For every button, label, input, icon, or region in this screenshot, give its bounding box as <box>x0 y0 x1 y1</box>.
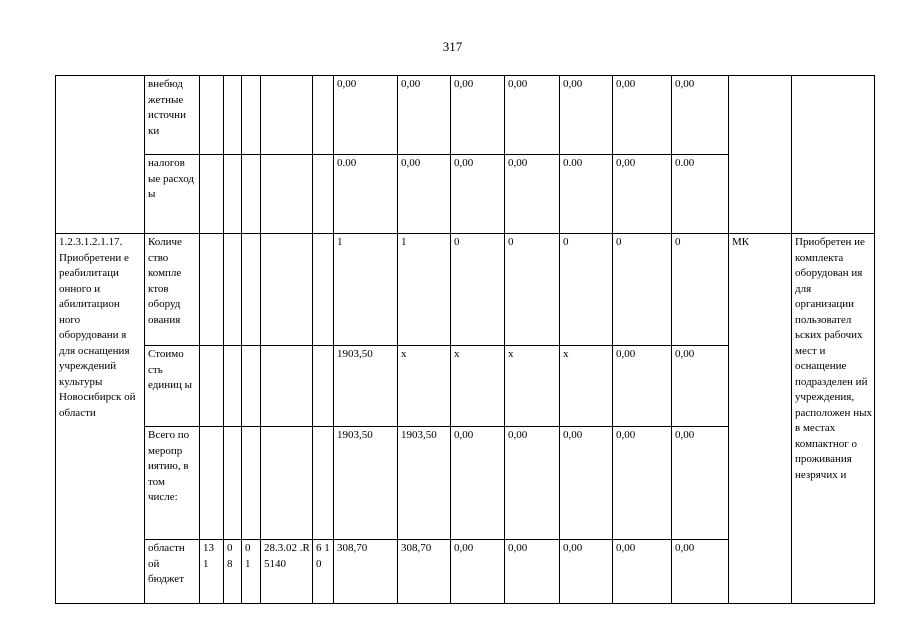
value-cell: 0.00 <box>334 155 398 234</box>
value-cell: 0,00 <box>613 540 672 604</box>
code-vr: 6 1 0 <box>313 540 334 604</box>
code-cell <box>200 346 224 427</box>
value-cell: 0,00 <box>672 540 729 604</box>
value-cell: 0.00 <box>672 155 729 234</box>
executor-cell-prev <box>729 76 792 234</box>
value-cell: 0,00 <box>613 346 672 427</box>
code-cell <box>200 155 224 234</box>
code-cell <box>224 427 242 540</box>
value-cell: 0,00 <box>672 346 729 427</box>
value-cell: 0 <box>613 234 672 346</box>
table-row <box>56 76 875 155</box>
value-cell: 0,00 <box>560 540 613 604</box>
code-cell <box>313 76 334 155</box>
indicator-label: областн ой бюджет <box>145 540 200 604</box>
executor-cell: МК <box>729 234 792 604</box>
indicator-label: Количе ство компле ктов оборуд ования <box>145 234 200 346</box>
code-cell <box>313 155 334 234</box>
code-cell <box>242 234 261 346</box>
table-row <box>56 234 875 346</box>
value-cell: 308,70 <box>334 540 398 604</box>
value-cell: х <box>505 346 560 427</box>
expected-result: Приобретен ие комплекта оборудован ия для организации пользовател ьских рабочих мест и оснащение подразделен ий учреждения, расположен ных в местах компактног о проживания незрячих и <box>792 234 875 604</box>
code-csr: 28.3.02 .R5140 <box>261 540 313 604</box>
code-rz: 0 8 <box>224 540 242 604</box>
value-cell: 0,00 <box>451 427 505 540</box>
value-cell: 308,70 <box>398 540 451 604</box>
value-cell: 0 <box>672 234 729 346</box>
value-cell: 0,00 <box>672 76 729 155</box>
value-cell: 0,00 <box>505 427 560 540</box>
indicator-label: Стоимо сть единиц ы <box>145 346 200 427</box>
code-cell <box>313 346 334 427</box>
value-cell: 0,00 <box>451 540 505 604</box>
code-cell <box>242 346 261 427</box>
code-cell <box>200 76 224 155</box>
code-cell <box>313 427 334 540</box>
value-cell: 0,00 <box>505 76 560 155</box>
result-cell-prev <box>792 76 875 234</box>
code-cell <box>261 155 313 234</box>
code-cell <box>224 346 242 427</box>
value-cell: 0,00 <box>398 155 451 234</box>
code-grbs: 13 1 <box>200 540 224 604</box>
value-cell: 1903,50 <box>398 427 451 540</box>
code-cell <box>242 76 261 155</box>
code-cell <box>242 155 261 234</box>
source-label: внебюд жетные источни ки <box>145 76 200 155</box>
value-cell: х <box>398 346 451 427</box>
code-cell <box>261 346 313 427</box>
value-cell: 0,00 <box>451 76 505 155</box>
source-label: налогов ые расход ы <box>145 155 200 234</box>
value-cell: 0 <box>560 234 613 346</box>
code-cell <box>224 76 242 155</box>
value-cell: 0,00 <box>560 76 613 155</box>
value-cell: 1903,50 <box>334 346 398 427</box>
code-cell <box>313 234 334 346</box>
budget-table <box>55 75 875 604</box>
code-pr: 0 1 <box>242 540 261 604</box>
value-cell: 0,00 <box>613 76 672 155</box>
measure-name-cell-prev <box>56 76 145 234</box>
code-cell <box>224 155 242 234</box>
code-cell <box>261 76 313 155</box>
value-cell: 0,00 <box>398 76 451 155</box>
value-cell: 1 <box>334 234 398 346</box>
code-cell <box>224 234 242 346</box>
measure-name: 1.2.3.1.2.1.17. Приобретени е реабилитаци онного и абилитацион ного оборудовани я для оснащения учреждений культуры Новосибирск ой области <box>56 234 145 604</box>
value-cell: 0,00 <box>451 155 505 234</box>
indicator-label: Всего по меропр иятию, в том числе: <box>145 427 200 540</box>
value-cell: х <box>451 346 505 427</box>
value-cell: 0.00 <box>560 155 613 234</box>
code-cell <box>261 234 313 346</box>
value-cell: 1903,50 <box>334 427 398 540</box>
code-cell <box>242 427 261 540</box>
page-number: 317 <box>442 39 463 54</box>
value-cell: 0,00 <box>505 540 560 604</box>
value-cell: 0,00 <box>672 427 729 540</box>
value-cell: 0 <box>505 234 560 346</box>
value-cell: х <box>560 346 613 427</box>
value-cell: 0,00 <box>505 155 560 234</box>
code-cell <box>200 234 224 346</box>
value-cell: 0,00 <box>613 427 672 540</box>
code-cell <box>261 427 313 540</box>
value-cell: 0,00 <box>334 76 398 155</box>
code-cell <box>200 427 224 540</box>
value-cell: 0,00 <box>560 427 613 540</box>
value-cell: 0 <box>451 234 505 346</box>
value-cell: 1 <box>398 234 451 346</box>
value-cell: 0,00 <box>613 155 672 234</box>
